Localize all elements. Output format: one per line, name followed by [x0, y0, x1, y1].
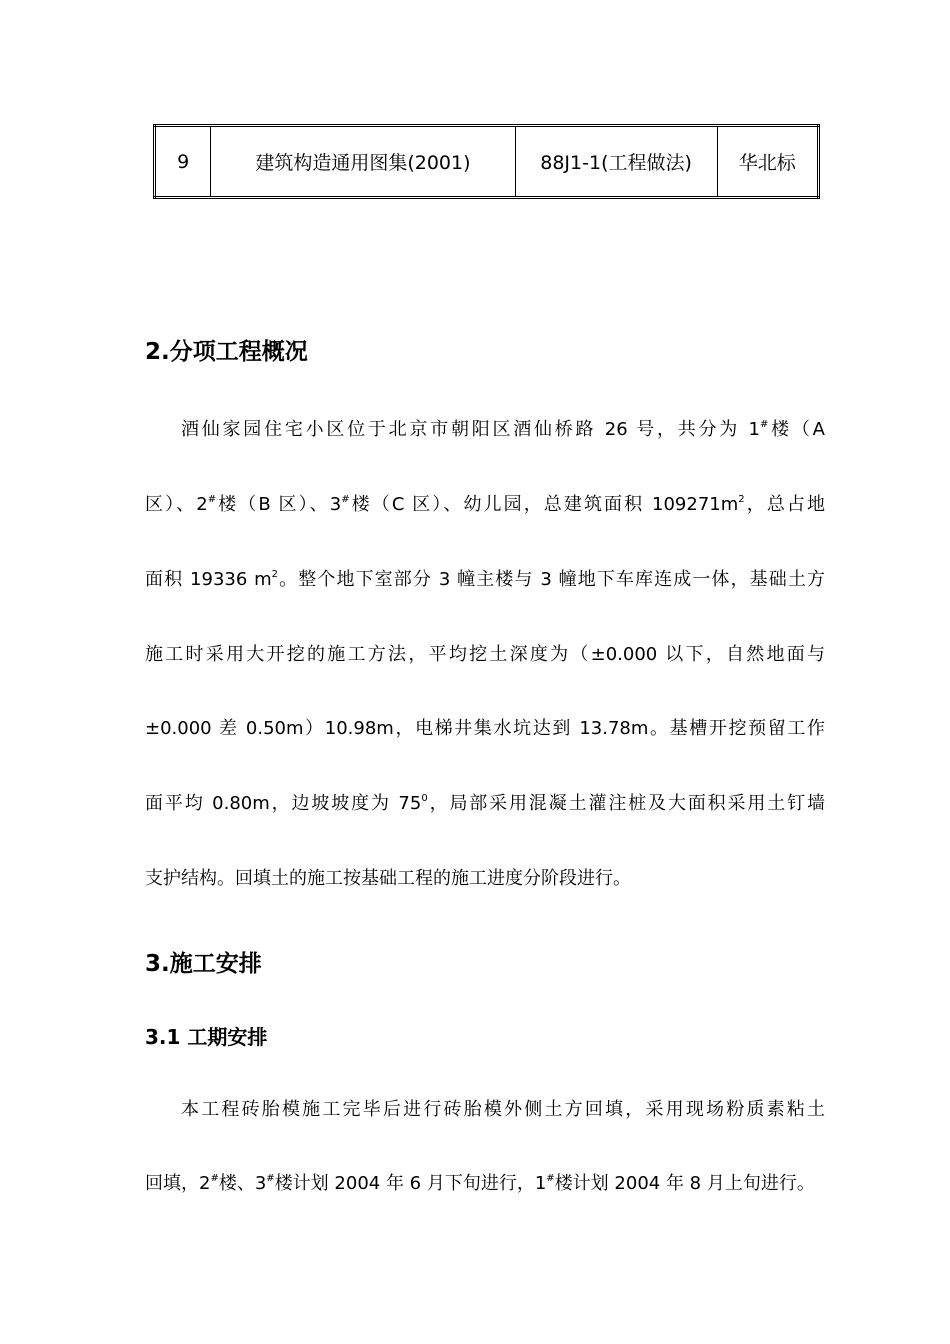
paragraph-line: 面积 19336 $m^2$。整个地下室部分 3 幢主楼与 3 幢地下车库连成一体，基础土方	[145, 569, 825, 590]
paragraph-line: 支护结构。回填土的施工按基础工程的施工进度分阶段进行。	[145, 868, 631, 889]
table-cell-number: 9	[155, 126, 211, 198]
paragraph-line: 本工程砖胎模施工完毕后进行砖胎模外侧土方回填，采用现场粉质素粘土	[181, 1099, 825, 1120]
standards-table	[153, 124, 820, 199]
section-3-heading: 3.施工安排	[145, 951, 262, 977]
paragraph-line: 酒仙家园住宅小区位于北京市朝阳区酒仙桥路 26 号，共分为 1#楼（A	[181, 419, 825, 440]
paragraph-line: ±0.000 差 0.50m）10.98m，电梯井集水坑达到 13.78m。基槽开挖预留工作	[145, 718, 825, 739]
paragraph-line: 施工时采用大开挖的施工方法，平均挖土深度为（±0.000 以下，自然地面与	[145, 644, 825, 665]
table-cell-code: 88J1-1(工程做法)	[515, 126, 717, 198]
table-cell-name: 建筑构造通用图集(2001)	[211, 126, 515, 198]
paragraph-line: 区）、2#楼（B 区）、3#楼（C 区）、幼儿园，总建筑面积 $109271m^2$，总占地	[145, 494, 825, 515]
section-3-1-heading: 3.1 工期安排	[145, 1025, 268, 1049]
paragraph-line: 面平均 0.80m，边坡坡度为 $75^0$，局部采用混凝土灌注桩及大面积采用土钉墙	[145, 793, 826, 814]
section-2-heading: 2.分项工程概况	[145, 339, 308, 365]
table-cell-standard: 华北标	[717, 126, 818, 198]
table-row	[155, 126, 819, 198]
paragraph-line: 回填，2#楼、3#楼计划 2004 年 6 月下旬进行，1#楼计划 2004 年 8 月上旬进行。	[145, 1173, 815, 1194]
